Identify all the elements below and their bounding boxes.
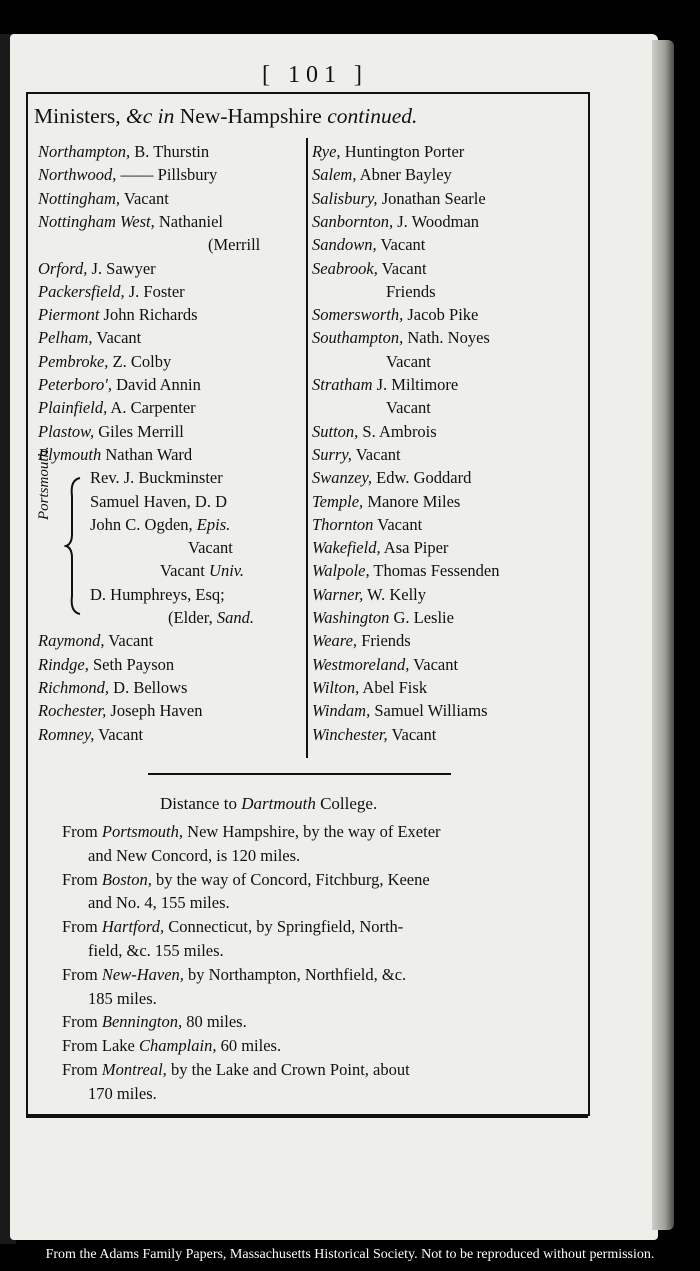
directory-entry [38, 330, 141, 347]
distance-place: Boston, [101, 869, 152, 889]
entry-minister: Vacant [373, 514, 423, 534]
distance-pre: and New Concord, is 120 miles. [88, 845, 301, 865]
directory-entry [312, 540, 448, 557]
entry-minister: —— Pillsbury [116, 165, 218, 185]
entry-minister: Vacant [120, 188, 169, 208]
distance-line [88, 1083, 157, 1103]
entry-minister: David Annin [111, 375, 201, 394]
distance-pre: From [62, 1012, 102, 1032]
distance-line [88, 895, 230, 912]
entry-place: Pembroke, [38, 351, 109, 371]
directory-entry [312, 188, 486, 208]
entry-minister: Friends [386, 281, 436, 301]
page-heading [34, 104, 579, 129]
heading-etc: &c [125, 104, 153, 128]
entry-place: Swanzey, [312, 468, 373, 488]
distance-pre: From [62, 964, 102, 984]
directory-entry [38, 281, 185, 301]
entry-minister: Vacant [409, 654, 459, 674]
entry-minister: S. Ambrois [358, 421, 437, 441]
distance-place: New-Haven, [101, 964, 184, 984]
directory-entry [312, 677, 428, 697]
directory-entry [312, 258, 427, 278]
distance-place: Montreal, [101, 1060, 167, 1079]
entry-place: Sutton, [312, 421, 359, 441]
entry-minister: D. Humphreys, Esq; [90, 584, 225, 604]
entry-minister: Vacant [376, 235, 426, 255]
entry-minister: Z. Colby [108, 351, 172, 371]
distance-title-suffix: College. [315, 794, 378, 813]
directory-entry [312, 237, 425, 254]
directory-entry [38, 633, 153, 650]
entry-minister: Vacant [377, 258, 427, 278]
distance-post: by Northampton, Northfield, &c. [183, 964, 407, 984]
entry-place: Plymouth [38, 444, 102, 464]
distance-title-place: Dartmouth [241, 794, 316, 813]
entry-place: Walpole, [312, 561, 370, 581]
entry-place: Salem, [312, 165, 357, 185]
entry-place: Piermont [38, 305, 100, 325]
directory-entry [312, 654, 459, 674]
entry-minister: Samuel Williams [370, 701, 488, 721]
entry-place: Surry, [312, 444, 352, 464]
directory-entry [38, 237, 260, 254]
directory-entry [312, 584, 426, 604]
directory-entry [38, 400, 196, 417]
directory-entry [38, 703, 203, 720]
directory-entry [312, 330, 490, 347]
entry-place: Nottingham, [38, 188, 121, 208]
entry-minister: Abner Bayley [356, 165, 452, 185]
distance-line [62, 1062, 410, 1079]
entry-place: Packersfield, [38, 281, 125, 301]
entry-minister: B. Thurstin [130, 142, 210, 161]
directory-entry [38, 377, 201, 394]
entry-place: Nottingham West, [38, 211, 155, 231]
entry-minister: Rev. J. Buckminster [90, 468, 223, 488]
portsmouth-label: Portsmouth. [36, 446, 52, 520]
entry-place: Rindge, [38, 654, 89, 674]
entry-minister: Nathaniel [154, 211, 223, 231]
entry-minister: Vacant [387, 724, 437, 744]
entry-place: Raymond, [38, 631, 105, 651]
entry-place: Somersworth, [312, 305, 404, 325]
distance-post: 80 miles. [182, 1012, 247, 1032]
bottom-rule [26, 1116, 588, 1118]
distance-pre: From Lake [62, 1036, 139, 1056]
entry-minister: Nath. Noyes [403, 328, 490, 348]
distance-line [62, 1038, 281, 1055]
distance-place: Bennington, [101, 1012, 183, 1032]
entry-note: Univ. [209, 561, 245, 581]
directory-entry [38, 167, 217, 184]
directory-entry [38, 444, 193, 464]
distance-pre: 185 miles. [88, 988, 157, 1008]
entry-place: Warner, [312, 584, 364, 604]
entry-minister: W. Kelly [363, 584, 426, 604]
distance-place: Champlain, [138, 1036, 217, 1056]
entry-minister: Nathan Ward [101, 444, 193, 464]
entry-place: Salisbury, [312, 188, 378, 208]
entry-place: Northwood, [38, 165, 117, 185]
entry-minister: Jacob Pike [403, 305, 479, 325]
distance-line [88, 988, 157, 1008]
distance-place: Portsmouth, [101, 822, 184, 841]
entry-note: Sand. [216, 608, 254, 627]
entry-minister: Jonathan Searle [377, 188, 486, 208]
entry-place: Plastow, [38, 421, 95, 441]
entry-place: Peterboro', [38, 375, 112, 394]
entry-place: Thornton [312, 514, 374, 534]
entry-minister: John Richards [99, 305, 198, 325]
distance-line [88, 845, 301, 865]
entry-minister: Joseph Haven [106, 701, 203, 721]
directory-entry [38, 654, 175, 674]
directory-entry [312, 491, 461, 511]
directory-entry [312, 377, 458, 394]
directory-entry [38, 144, 209, 161]
entry-minister: (Elder, [168, 608, 217, 627]
directory-entry [38, 421, 184, 441]
distance-pre: From [62, 822, 102, 841]
directory-entry [38, 351, 172, 371]
distance-place: Hartford, [101, 917, 165, 937]
entry-minister: Vacant [160, 561, 210, 581]
distance-pre: 170 miles. [88, 1083, 157, 1103]
distance-line [62, 824, 441, 841]
entry-minister: Asa Piper [380, 538, 449, 558]
entry-minister: A. Carpenter [107, 398, 196, 418]
page-number: [ 101 ] [262, 62, 368, 88]
entry-place: Windam, [312, 701, 371, 721]
entry-place: Northampton, [38, 142, 131, 161]
entry-minister: John C. Ogden, [90, 514, 197, 534]
entry-minister: Manore Miles [363, 491, 461, 511]
entry-minister: Edw. Goddard [372, 468, 472, 488]
entry-place: Rochester, [38, 701, 107, 721]
entry-place: Stratham [312, 375, 373, 394]
directory-entry [312, 703, 488, 720]
heading-continued: continued. [321, 104, 418, 128]
directory-entry [38, 307, 198, 324]
entry-place: Wakefield, [312, 538, 381, 558]
directory-entry [312, 444, 401, 464]
entry-minister: Samuel Haven, D. D [90, 491, 228, 511]
entry-place: Westmoreland, [312, 654, 410, 674]
distance-pre: field, &c. 155 miles. [88, 941, 224, 960]
archive-caption: From the Adams Family Papers, Massachusetts Historical Society. Not to be reproduced without permission. [45, 1247, 655, 1262]
distance-line [62, 869, 430, 889]
column-divider [306, 138, 308, 758]
portsmouth-brace [64, 476, 82, 616]
entry-minister: Thomas Fessenden [369, 561, 500, 581]
directory-entry [38, 188, 169, 208]
distance-title [160, 794, 377, 814]
directory-entry [312, 400, 431, 417]
heading-in: in [152, 104, 180, 128]
entry-minister: J. Sawyer [87, 258, 156, 278]
directory-entry [312, 514, 423, 534]
entry-note: Epis. [196, 514, 231, 534]
entry-place: Sandown, [312, 235, 377, 255]
directory-entry [312, 211, 480, 231]
entry-minister: Vacant [188, 538, 233, 558]
directory-entry [38, 724, 144, 744]
distance-line [62, 919, 403, 936]
directory-entry [312, 167, 452, 184]
distance-pre: From [62, 1060, 102, 1079]
directory-entry [38, 677, 188, 697]
entry-minister: Vacant [92, 328, 142, 348]
entry-place: Richmond, [38, 677, 110, 697]
distance-pre: and No. 4, 155 miles. [88, 893, 230, 913]
distance-pre: From [62, 869, 102, 889]
distance-line [62, 1014, 247, 1031]
directory-entry [312, 724, 437, 744]
entry-place: Plainfield, [38, 398, 108, 418]
entry-minister: (Merrill [208, 235, 261, 255]
section-rule [148, 773, 451, 775]
distance-post: New Hampshire, by the way of Exeter [183, 822, 441, 841]
entry-place: Temple, [312, 491, 364, 511]
distance-line [88, 943, 224, 960]
directory-entry [312, 563, 499, 580]
directory-entry [312, 307, 478, 324]
distance-pre: From [62, 917, 102, 937]
directory-entry [312, 610, 454, 627]
entry-minister: Huntington Porter [340, 142, 465, 161]
directory-entry [312, 351, 431, 371]
entry-minister: J. Miltimore [372, 375, 459, 394]
distance-post: by the way of Concord, Fitchburg, Keene [151, 869, 430, 889]
directory-entry [38, 258, 156, 278]
heading-state: New-Hampshire [179, 104, 322, 128]
entry-minister: Vacant [386, 398, 431, 418]
entry-place: Pelham, [38, 328, 93, 348]
entry-place: Sanbornton, [312, 211, 394, 231]
distance-line [62, 964, 407, 984]
directory-entry [312, 633, 411, 650]
distance-post: Connecticut, by Springfield, North- [164, 917, 404, 937]
directory-entry [312, 421, 437, 441]
entry-minister: Vacant [94, 724, 144, 744]
entry-minister: Vacant [351, 444, 401, 464]
entry-minister: J. Foster [124, 281, 185, 301]
entry-place: Southampton, [312, 328, 404, 348]
entry-minister: Vacant [104, 631, 154, 651]
directory-entry [312, 470, 471, 487]
directory-entry [312, 144, 464, 161]
entry-place: Weare, [312, 631, 358, 651]
entry-place: Seabrook, [312, 258, 378, 278]
entry-place: Washington [312, 608, 390, 627]
entry-minister: Abel Fisk [359, 677, 428, 697]
heading-prefix: Ministers, [34, 104, 126, 128]
entry-place: Winchester, [312, 724, 388, 744]
entry-place: Rye, [312, 142, 341, 161]
entry-place: Orford, [38, 258, 88, 278]
entry-place: Wilton, [312, 677, 360, 697]
entry-minister: Seth Payson [88, 654, 175, 674]
entry-minister: Friends [357, 631, 411, 651]
entry-minister: J. Woodman [393, 211, 480, 231]
entry-minister: G. Leslie [389, 608, 454, 627]
distance-post: by the Lake and Crown Point, about [166, 1060, 410, 1079]
entry-minister: Vacant [386, 351, 431, 371]
entry-minister: D. Bellows [109, 677, 188, 697]
page-edge [652, 40, 674, 1230]
entry-place: Romney, [38, 724, 95, 744]
directory-entry [38, 211, 223, 231]
distance-title-prefix: Distance to [160, 794, 242, 813]
entry-minister: Giles Merrill [94, 421, 184, 441]
directory-entry [312, 281, 436, 301]
distance-post: 60 miles. [216, 1036, 282, 1056]
